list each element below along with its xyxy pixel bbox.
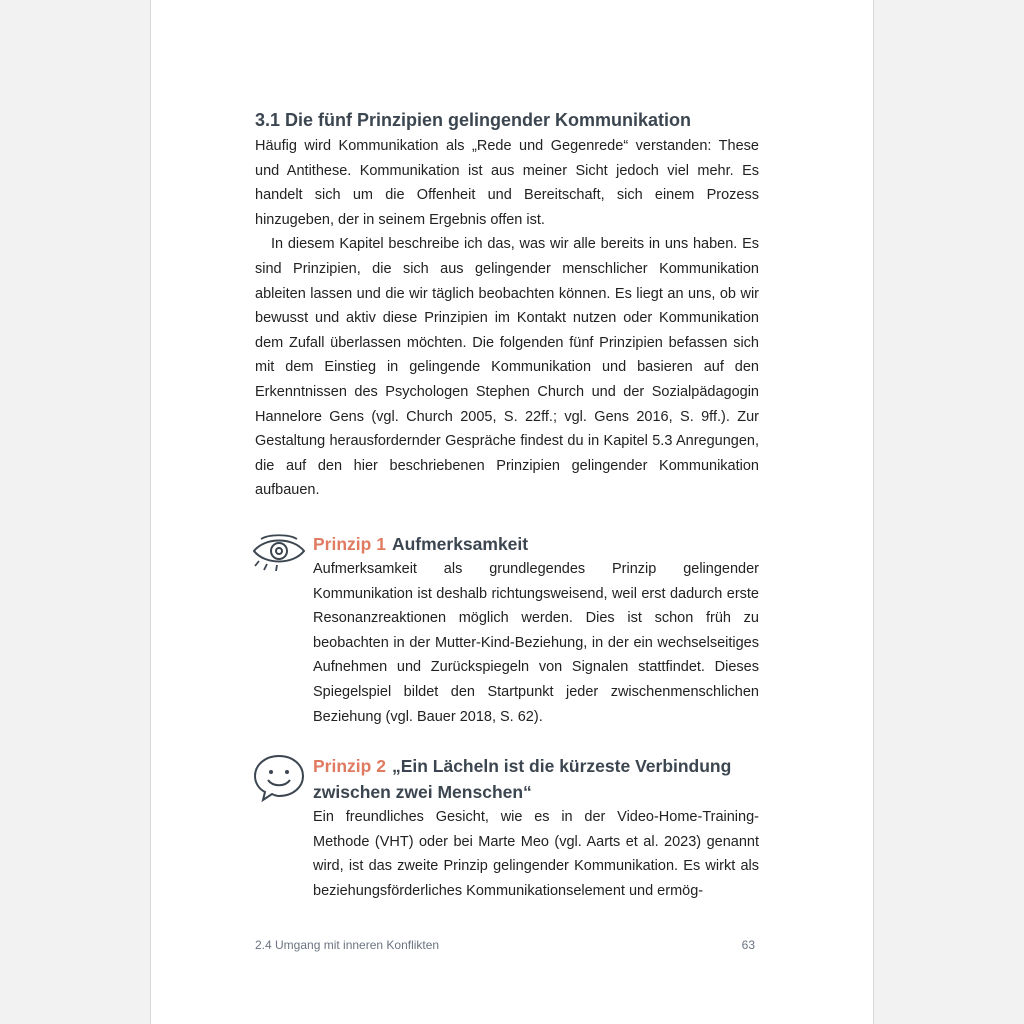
- footer-page-number: 63: [741, 938, 755, 952]
- principle-2-text: Ein freundliches Gesicht, wie es in der Video-Home-Training-Methode (VHT) oder bei Marte Meo (vgl. Aarts et al. 2023) genannt wird, ist das zweite Prinzip gelingender Kommunikation. Es wirkt als beziehungsförderliches Kommunikationselement und ermög-: [313, 809, 759, 899]
- principle-1-title: Aufmerksamkeit: [391, 534, 529, 554]
- principle-2: [313, 753, 759, 903]
- page-content: [255, 108, 759, 899]
- principle-2-title: „Ein Lächeln ist die kürzeste Verbindung zwischen zwei Menschen“: [313, 756, 732, 802]
- principle-2-label: Prinzip 2: [313, 756, 386, 776]
- principle-1: [313, 531, 759, 729]
- principle-1-text: Aufmerksamkeit als grundlegendes Prinzip gelingender Kommunikation ist deshalb richtungsweisend, weil erst dadurch erste Resonanzreaktionen möglich werden. Dies ist schon früh zu beobachten in der Mutter-Kind-Beziehung, in der ein wechselseitiges Aufnehmen und Zurückspiegeln von Signalen stattfindet. Dieses Spiegelspiel bildet den Startpunkt jeder zwischenmenschlichen Beziehung (vgl. Bauer 2018, S. 62).: [313, 561, 759, 725]
- principle-1-label: Prinzip 1: [313, 534, 386, 554]
- principle-1-heading: [313, 531, 759, 557]
- smiley-speech-bubble-icon: [251, 753, 307, 803]
- section-paragraph-2: In diesem Kapitel beschreibe ich das, was wir alle bereits in uns haben. Es sind Prinzipien, die sich aus gelingender menschlicher Kommunikation ableiten lassen und die wir täglich beobachten können. Es liegt an uns, ob wir bewusst und aktiv diese Prinzipien im Kontakt nutzen oder Kommunikation dem Zufall überlassen möchten. Die folgenden fünf Prinzipien befassen sich mit dem Einstieg in gelingende Kommunikation und basieren auf den Erkenntnissen des Psychologen Stephen Church und der Sozialpädagogin Hannelore Gens (vgl. Church 2005, S. 22ff.; vgl. Gens 2016, S. 9ff.). Zur Gestaltung herausfordernder Gespräche findest du in Kapitel 5.3 Anregungen, die auf den hier beschriebenen Prinzipien gelingender Kommunikation aufbauen.: [255, 236, 759, 499]
- footer-chapter: 2.4 Umgang mit inneren Konflikten: [255, 938, 440, 952]
- eye-icon: [251, 531, 307, 571]
- principle-2-heading: [313, 753, 759, 805]
- section-title: 3.1 Die fünf Prinzipien gelingender Kommunikation: [255, 110, 692, 130]
- section-paragraph-1: Häufig wird Kommunikation als „Rede und Gegenrede“ verstanden: These und Antithese. Kommunikation ist aus meiner Sicht jedoch viel mehr. Es handelt sich um die Offenheit und Bereitschaft, sich einem Prozess hinzugeben, der in seinem Ergebnis offen ist.: [255, 138, 759, 228]
- book-page: [150, 0, 874, 1024]
